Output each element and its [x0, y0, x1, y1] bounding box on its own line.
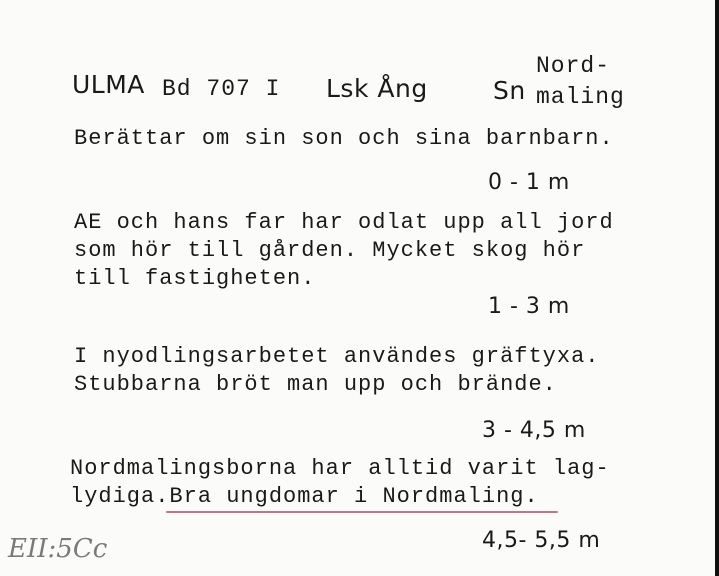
segment-1-line-1: AE och hans far har odlat upp all jord	[74, 210, 614, 235]
volume-number: Bd 707 I	[162, 76, 281, 102]
pink-underline	[166, 511, 558, 513]
archive-code: ULMA	[72, 70, 145, 99]
summary-text: Berättar om sin son och sina barnbarn.	[74, 126, 614, 151]
parish-line-1: Nord-	[536, 53, 611, 79]
time-range-2-visible: 1 - 3 m	[488, 294, 570, 319]
lsk-label: Lsk Ång	[326, 74, 428, 103]
card-edge	[715, 0, 719, 576]
segment-1-line-3: till fastigheten.	[74, 266, 316, 291]
segment-2-line-1: I nyodlingsarbetet användes gräftyxa.	[74, 344, 600, 369]
segment-2-line-2: Stubbarna bröt man upp och brände.	[74, 372, 557, 397]
segment-3-line-2: lydiga.Bra ungdomar i Nordmaling.	[70, 484, 539, 509]
segment-3-line-1: Nordmalingsborna har alltid varit lag-	[70, 456, 610, 481]
time-range-4: 4,5- 5,5 m	[482, 528, 601, 553]
segment-1-line-2: som hör till gården. Mycket skog hör	[74, 238, 586, 263]
parish-line-2: maling	[536, 84, 625, 110]
archive-handwritten-mark: EII:5Cc	[8, 534, 108, 564]
time-range-1: 0 - 1 m	[488, 170, 570, 195]
sn-label: Sn	[493, 76, 526, 105]
time-range-3: 3 - 4,5 m	[482, 418, 586, 443]
